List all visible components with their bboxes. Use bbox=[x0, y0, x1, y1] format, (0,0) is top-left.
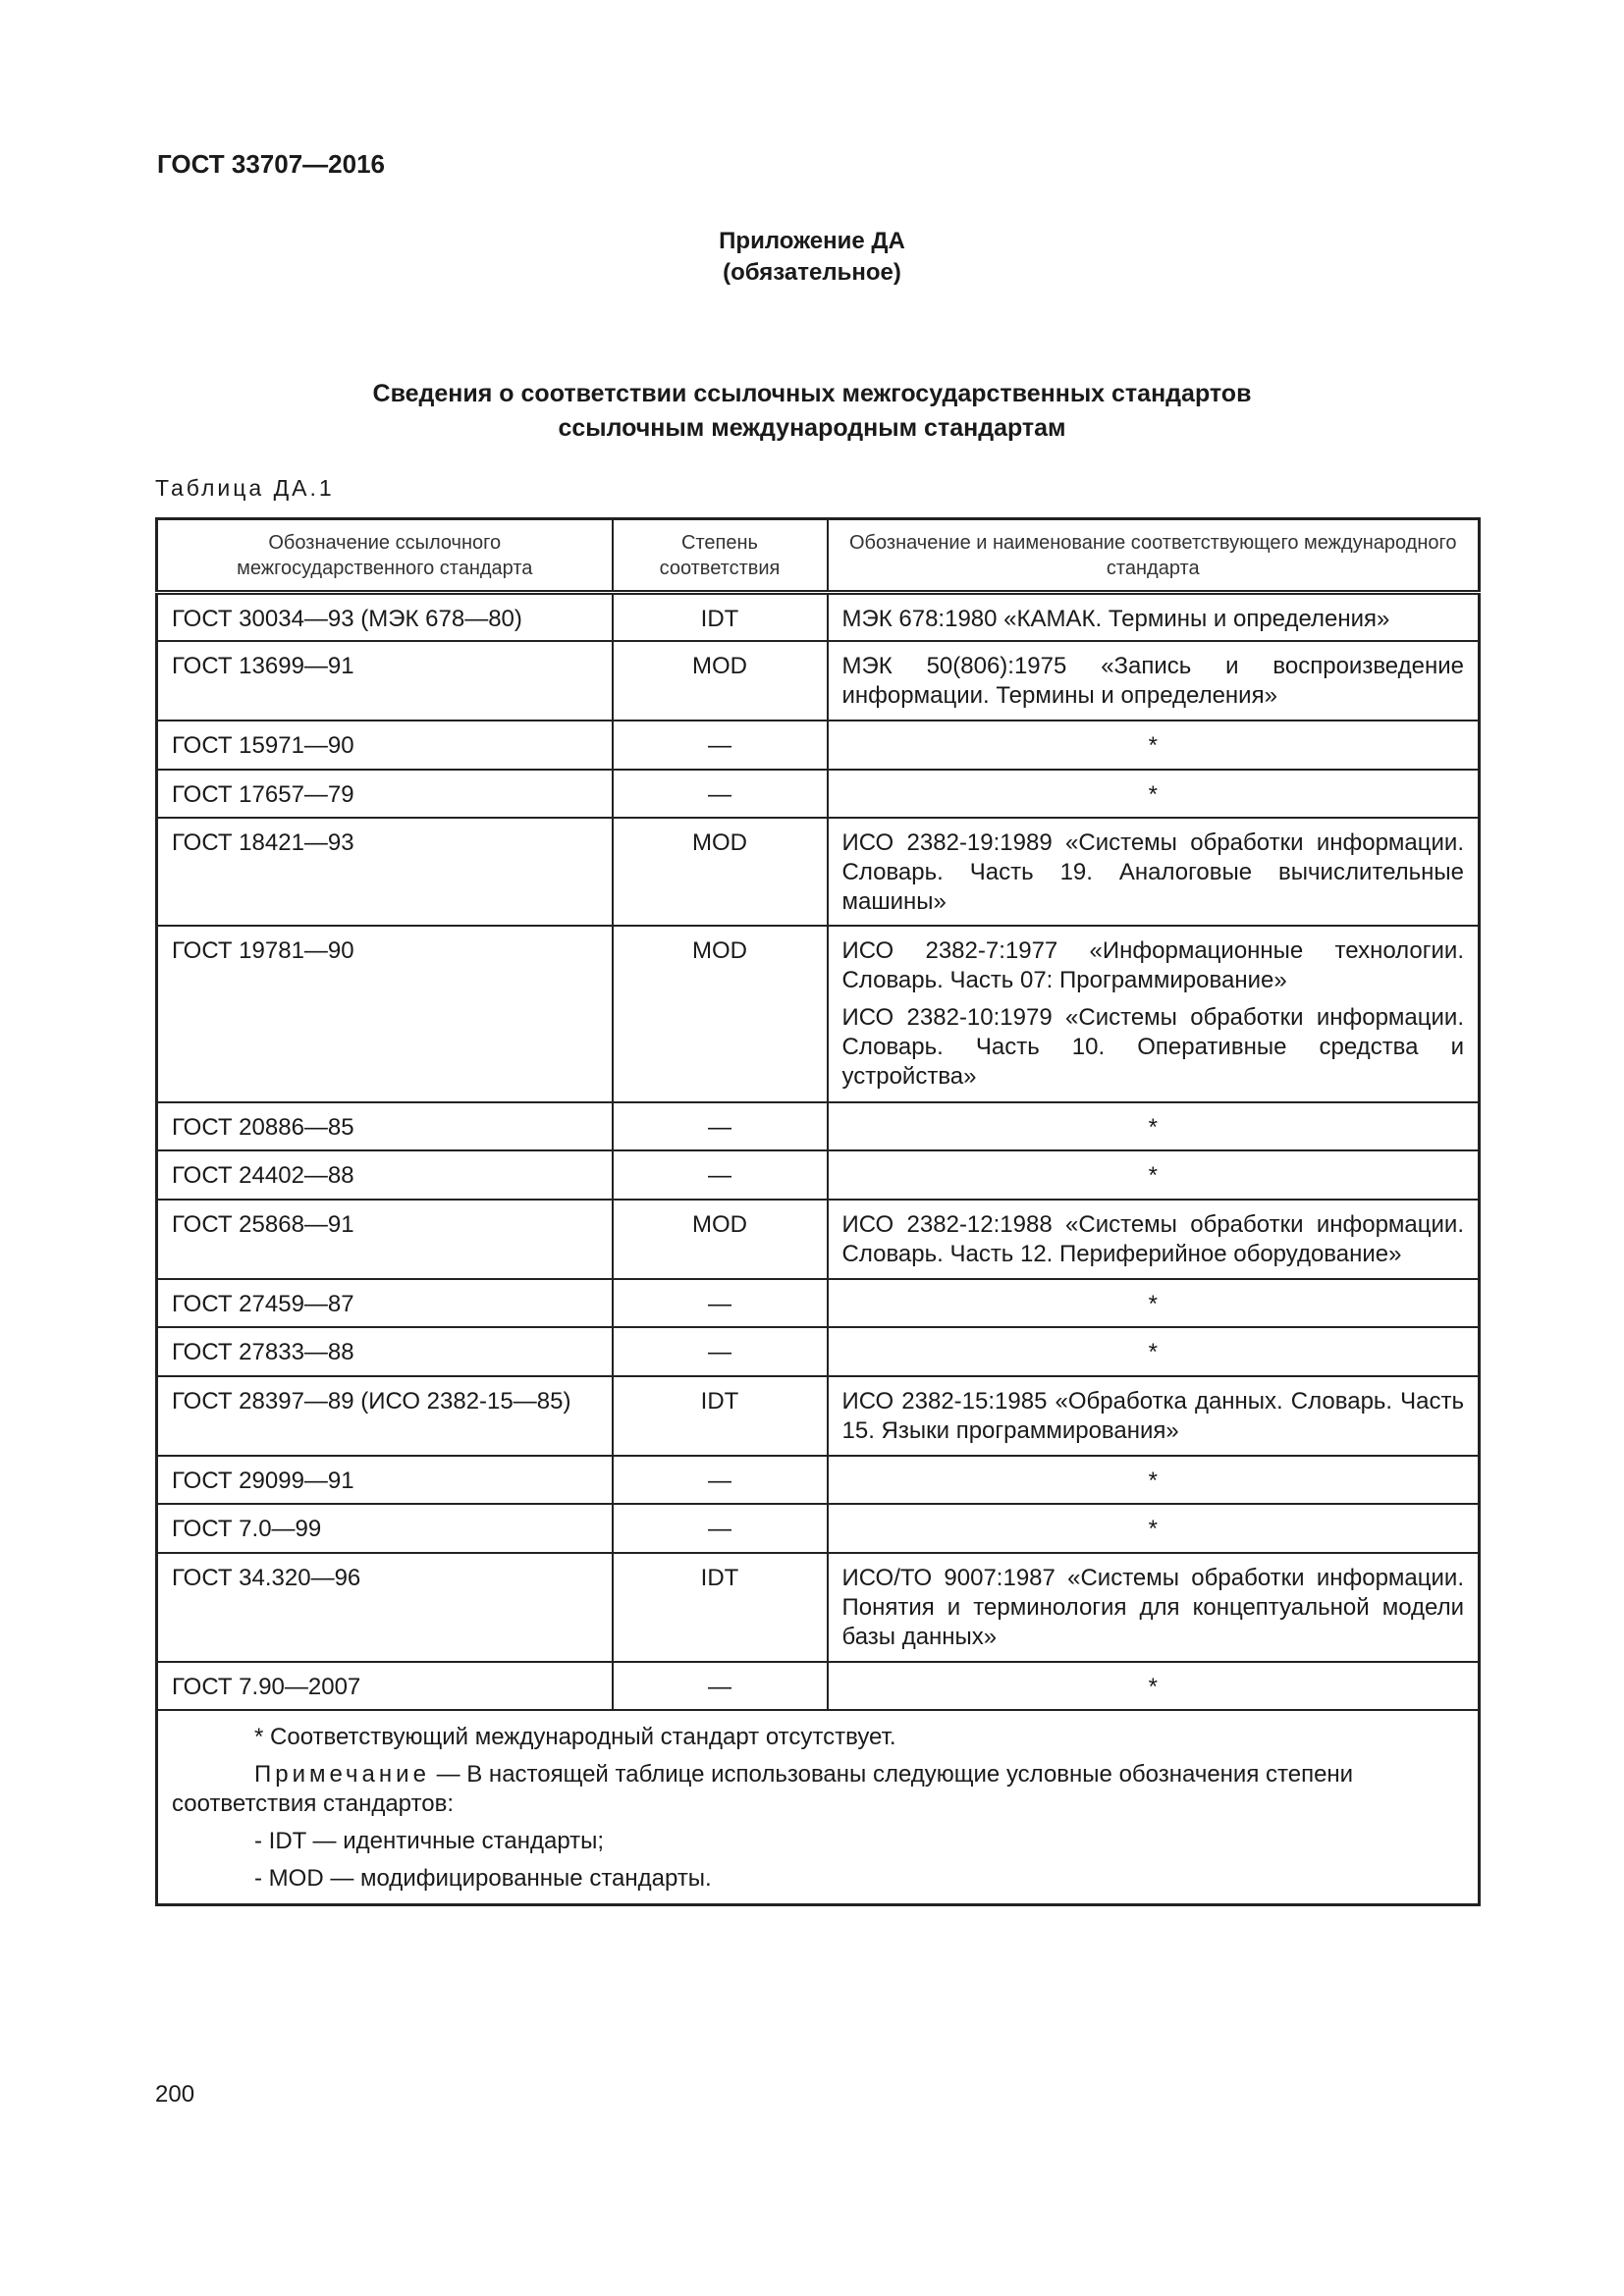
page-number: 200 bbox=[155, 2081, 195, 2108]
column-header: Степень соответствия bbox=[613, 519, 828, 593]
degree-cell: — bbox=[613, 1279, 828, 1327]
gost-cell: ГОСТ 19781—90 bbox=[157, 926, 613, 1102]
table-row bbox=[157, 770, 1480, 818]
intl-standard: ИСО 2382-12:1988 «Системы обработки информации. Словарь. Часть 12. Периферийное оборудование» bbox=[841, 1210, 1464, 1267]
intl-standard-cell bbox=[828, 641, 1480, 721]
note bbox=[172, 1760, 1464, 1819]
intl-standard-cell bbox=[828, 1504, 1480, 1553]
degree-cell: MOD bbox=[613, 926, 828, 1102]
degree-cell: — bbox=[613, 1102, 828, 1150]
degree-cell: — bbox=[613, 1327, 828, 1376]
intl-standard-cell bbox=[828, 1102, 1480, 1150]
table-row bbox=[157, 721, 1480, 770]
note-item: - MOD — модифицированные стандарты. bbox=[254, 1864, 712, 1892]
intl-standard: * bbox=[1148, 780, 1158, 808]
intl-standard: * bbox=[1148, 1290, 1158, 1317]
gost-cell: ГОСТ 20886—85 bbox=[157, 1102, 613, 1150]
correspondence-table bbox=[155, 517, 1481, 1906]
intl-standard-cell bbox=[828, 1150, 1480, 1200]
table-row bbox=[157, 641, 1480, 721]
table-header-row bbox=[157, 519, 1480, 593]
table-row bbox=[157, 926, 1480, 1102]
column-header: Обозначение и наименование соответствующего международного стандарта bbox=[828, 519, 1480, 593]
intl-standard: * bbox=[1148, 1161, 1158, 1189]
intl-standard: * bbox=[1148, 1113, 1158, 1141]
intl-standard-cell bbox=[828, 1553, 1480, 1662]
intl-standard: * bbox=[1148, 1515, 1158, 1542]
intl-standard-cell bbox=[828, 1279, 1480, 1327]
intl-standard: МЭК 678:1980 «КАМАК. Термины и определения» bbox=[841, 606, 1390, 632]
intl-standard: * bbox=[1148, 1673, 1158, 1700]
intl-standard-cell bbox=[828, 1327, 1480, 1376]
note-item: - IDT — идентичные стандарты; bbox=[254, 1827, 605, 1854]
gost-cell: ГОСТ 28397—89 (ИСО 2382-15—85) bbox=[157, 1376, 613, 1456]
degree-cell: MOD bbox=[613, 641, 828, 721]
document-id: ГОСТ 33707—2016 bbox=[157, 149, 385, 179]
table-row bbox=[157, 593, 1480, 641]
table-row bbox=[157, 1327, 1480, 1376]
gost-cell: ГОСТ 29099—91 bbox=[157, 1456, 613, 1504]
degree-cell: MOD bbox=[613, 818, 828, 926]
appendix-title: Приложение ДА bbox=[719, 228, 905, 254]
intl-standard: * bbox=[1148, 731, 1158, 759]
gost-cell: ГОСТ 17657—79 bbox=[157, 770, 613, 818]
degree-cell: IDT bbox=[613, 593, 828, 641]
gost-cell: ГОСТ 27833—88 bbox=[157, 1327, 613, 1376]
intl-standard: ИСО 2382-15:1985 «Обработка данных. Словарь. Часть 15. Языки программирования» bbox=[841, 1387, 1464, 1444]
intl-standard-cell bbox=[828, 770, 1480, 818]
gost-cell: ГОСТ 25868—91 bbox=[157, 1200, 613, 1279]
degree-cell: MOD bbox=[613, 1200, 828, 1279]
gost-cell: ГОСТ 7.0—99 bbox=[157, 1504, 613, 1553]
intl-standard: ИСО 2382-19:1989 «Системы обработки информации. Словарь. Часть 19. Аналоговые вычислительные машины» bbox=[841, 828, 1464, 915]
section-title bbox=[0, 377, 1624, 446]
table-row bbox=[157, 1376, 1480, 1456]
table-row bbox=[157, 1504, 1480, 1553]
section-title-line: Сведения о соответствии ссылочных межгосударственных стандартов bbox=[372, 380, 1252, 407]
table-notes-row bbox=[157, 1710, 1480, 1905]
table-row bbox=[157, 1456, 1480, 1504]
intl-standard: * bbox=[1148, 1338, 1158, 1365]
intl-standard-cell bbox=[828, 818, 1480, 926]
intl-standard-cell bbox=[828, 1456, 1480, 1504]
gost-cell: ГОСТ 15971—90 bbox=[157, 721, 613, 770]
gost-cell: ГОСТ 30034—93 (МЭК 678—80) bbox=[157, 593, 613, 641]
table-row bbox=[157, 818, 1480, 926]
degree-cell: — bbox=[613, 1150, 828, 1200]
table-row bbox=[157, 1553, 1480, 1662]
degree-cell: — bbox=[613, 721, 828, 770]
column-header: Обозначение ссылочного межгосударственного стандарта bbox=[157, 519, 613, 593]
intl-standard-cell bbox=[828, 1662, 1480, 1710]
intl-standard-cell bbox=[828, 1376, 1480, 1456]
intl-standard-cell bbox=[828, 593, 1480, 641]
intl-standard: ИСО 2382-7:1977 «Информационные технологии. Словарь. Часть 07: Программирование» bbox=[841, 936, 1464, 993]
table-row bbox=[157, 1150, 1480, 1200]
intl-standard-cell bbox=[828, 926, 1480, 1102]
appendix-status: (обязательное) bbox=[723, 259, 901, 286]
note-text: — В настоящей таблице использованы следующие условные обозначения степени соответствия стандартов: bbox=[172, 1760, 1354, 1817]
intl-standard: ИСО 2382-10:1979 «Системы обработки информации. Словарь. Часть 10. Оперативные средства и устройства» bbox=[841, 1003, 1464, 1090]
note-label: Примечание bbox=[254, 1760, 430, 1788]
intl-standard: ИСО/ТО 9007:1987 «Системы обработки информации. Понятия и терминология для концептуальной модели базы данных» bbox=[841, 1564, 1464, 1650]
gost-cell: ГОСТ 34.320—96 bbox=[157, 1553, 613, 1662]
table-label: Таблица ДА.1 bbox=[155, 475, 335, 501]
intl-standard: МЭК 50(806):1975 «Запись и воспроизведение информации. Термины и определения» bbox=[841, 652, 1464, 709]
table-row bbox=[157, 1200, 1480, 1279]
table-row bbox=[157, 1662, 1480, 1710]
table-row bbox=[157, 1102, 1480, 1150]
footnote: * Соответствующий международный стандарт отсутствует. bbox=[254, 1723, 896, 1750]
degree-cell: — bbox=[613, 1504, 828, 1553]
intl-standard-cell bbox=[828, 1200, 1480, 1279]
degree-cell: — bbox=[613, 770, 828, 818]
degree-cell: — bbox=[613, 1662, 828, 1710]
section-title-line: ссылочным международным стандартам bbox=[558, 414, 1066, 442]
gost-cell: ГОСТ 7.90—2007 bbox=[157, 1662, 613, 1710]
degree-cell: IDT bbox=[613, 1553, 828, 1662]
intl-standard: * bbox=[1148, 1467, 1158, 1494]
degree-cell: IDT bbox=[613, 1376, 828, 1456]
intl-standard-cell bbox=[828, 721, 1480, 770]
gost-cell: ГОСТ 24402—88 bbox=[157, 1150, 613, 1200]
gost-cell: ГОСТ 13699—91 bbox=[157, 641, 613, 721]
gost-cell: ГОСТ 18421—93 bbox=[157, 818, 613, 926]
degree-cell: — bbox=[613, 1456, 828, 1504]
gost-cell: ГОСТ 27459—87 bbox=[157, 1279, 613, 1327]
appendix-heading bbox=[0, 226, 1624, 289]
table-row bbox=[157, 1279, 1480, 1327]
